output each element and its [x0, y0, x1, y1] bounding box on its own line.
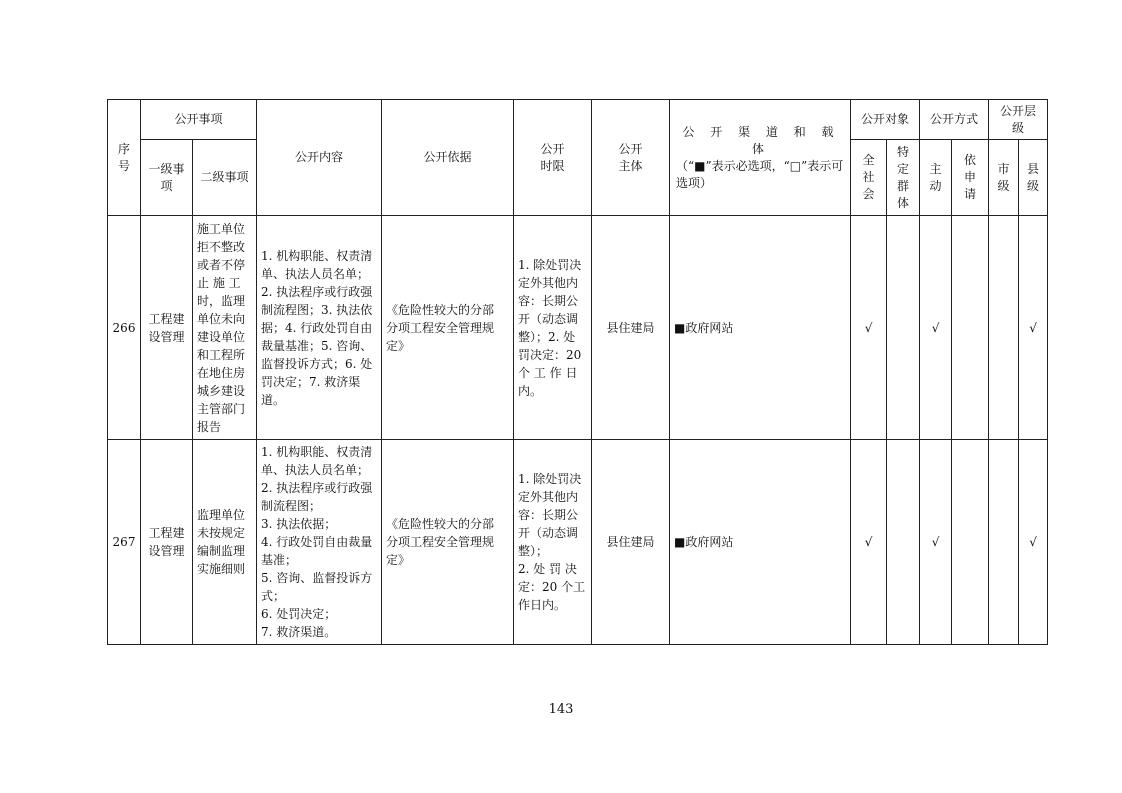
header-row [108, 100, 1048, 140]
row-seq: 267 [108, 440, 141, 645]
row-subject: 县住建局 [592, 216, 670, 440]
row-level2: 施工单位 拒不整改 或者不停 止 施 工 时，监理 单位未向 建设单位 和工程所 在地住房 城乡建设 主管部门 报告 [193, 216, 257, 440]
page-number: 143 [548, 702, 574, 717]
row-level2: 监理单位 未按规定 编制监理 实施细则 [193, 440, 257, 645]
row-basis: 《危险性较大的分部 分项工程安全管理规 定》 [382, 216, 514, 440]
row-time-limit: 1. 除处罚决 定外其他内 容：长期公 开（动态调 整）； 2. 处 罚 决 定：20 个工 作日内。 [514, 440, 592, 645]
row-content: 1. 机构职能、权责清 单、执法人员名单； 2. 执法程序或行政强 制流程图；3. 执法依 据；4. 行政处罚自由 裁量基准；5. 咨询、 监督投诉方式；6. 处 罚决定；7. 救济渠道。 [257, 216, 382, 440]
table-row [108, 440, 1048, 645]
header-level2: 二级事项 [193, 140, 257, 216]
header-matter: 公开事项 [141, 100, 257, 140]
header-audience-specific: 特 定 群 体 [887, 140, 920, 216]
header-method-request: 依 申 请 [952, 140, 989, 216]
row-method-active: √ [920, 440, 952, 645]
disclosure-table [107, 99, 1048, 645]
row-channel: ■政府网站 [670, 216, 851, 440]
table-body [108, 216, 1048, 645]
row-subject: 县住建局 [592, 440, 670, 645]
header-subject: 公开 主体 [592, 100, 670, 216]
row-audience-specific [887, 216, 920, 440]
header-time-limit: 公开 时限 [514, 100, 592, 216]
header-channel [670, 100, 851, 216]
row-level1: 工程建 设管理 [141, 440, 193, 645]
row-level-county: √ [1019, 216, 1048, 440]
header-basis: 公开依据 [382, 100, 514, 216]
row-method-request [952, 440, 989, 645]
header-level-county: 县 级 [1019, 140, 1048, 216]
row-time-limit: 1. 除处罚决 定外其他内 容：长期公 开（动态调 整）；2. 处 罚决定：20 个 工 作 日 内。 [514, 216, 592, 440]
table-row [108, 216, 1048, 440]
header-level-city: 市 级 [989, 140, 1019, 216]
header-method-active: 主 动 [920, 140, 952, 216]
header-level1: 一级事 项 [141, 140, 193, 216]
header-method: 公开方式 [920, 100, 989, 140]
header-channel-title: 公 开 渠 道 和 载 体 [682, 124, 840, 156]
row-audience-all: √ [851, 216, 887, 440]
row-level-city [989, 440, 1019, 645]
header-seq: 序 号 [108, 100, 141, 216]
row-channel: ■政府网站 [670, 440, 851, 645]
row-level-city [989, 216, 1019, 440]
row-basis: 《危险性较大的分部 分项工程安全管理规 定》 [382, 440, 514, 645]
row-level1: 工程建 设管理 [141, 216, 193, 440]
row-seq: 266 [108, 216, 141, 440]
header-channel-note: （“■”表示必选项，“□”表示可选项） [676, 158, 844, 190]
header-content: 公开内容 [257, 100, 382, 216]
row-content: 1. 机构职能、权责清 单、执法人员名单； 2. 执法程序或行政强 制流程图； 3. 执法依据； 4. 行政处罚自由裁量 基准； 5. 咨询、监督投诉方 式； 6. 处罚决定； 7. 救济渠道。 [257, 440, 382, 645]
row-method-active: √ [920, 216, 952, 440]
header-audience: 公开对象 [851, 100, 920, 140]
row-audience-specific [887, 440, 920, 645]
row-method-request [952, 216, 989, 440]
row-audience-all: √ [851, 440, 887, 645]
table-header [108, 100, 1048, 216]
header-level: 公开层 级 [989, 100, 1048, 140]
header-audience-all: 全 社 会 [851, 140, 887, 216]
row-level-county: √ [1019, 440, 1048, 645]
